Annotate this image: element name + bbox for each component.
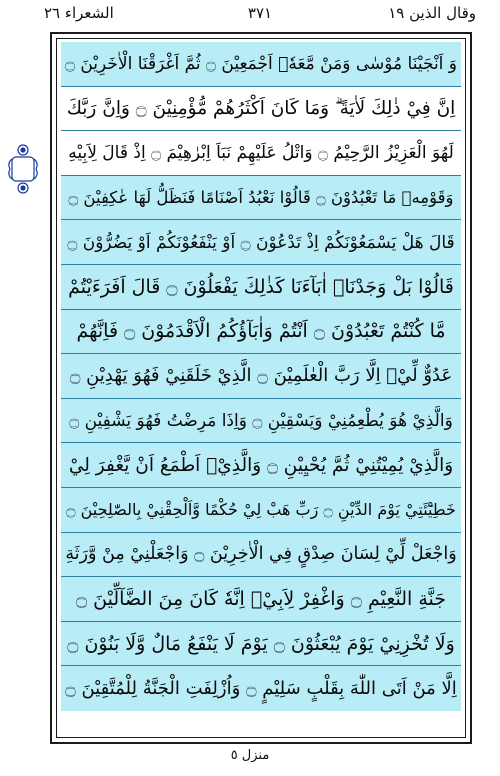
verse-line-2: اِنَّ فِيْ ذٰلِكَ لَاٰيَةً ۗ وَمَا كَانَ اَكْثَرُهُمْ مُّؤْمِنِيْنَ ۝ وَاِنَّ رَبَّكَ <box>61 87 461 132</box>
verse-line-14: وَلَا تُخْزِنِيْ يَوْمَ يُبْعَثُوْنَ ۝ يَوْمَ لَا يَنْفَعُ مَالٌ وَّلَا بَنُوْنَ ۝ <box>61 622 461 667</box>
verse-line-5: قَالَ هَلْ يَسْمَعُوْنَكُمْ اِذْ تَدْعُوْنَ ۝ اَوْ يَنْفَعُوْنَكُمْ اَوْ يَضُرُّوْنَ ۝ <box>61 220 461 265</box>
verse-line-15: اِلَّا مَنْ اَتَى اللّٰهَ بِقَلْبٍ سَلِيْمٍ ۝ وَاُزْلِفَتِ الْجَنَّةُ لِلْمُتَّقِيْنَ ۝ <box>61 666 461 711</box>
ruku-marker <box>6 140 40 198</box>
ruku-ornament-icon <box>6 140 40 198</box>
verse-line-12: وَاجْعَلْ لِّيْ لِسَانَ صِدْقٍ فِي الْاٰخِرِيْنَ ۝ وَاجْعَلْنِيْ مِنْ وَّرَثَةِ <box>61 533 461 578</box>
verse-line-4: وَقَوْمِهٖ مَا تَعْبُدُوْنَ ۝ قَالُوْا نَعْبُدُ اَصْنَامًا فَنَظَلُّ لَهَا عٰكِفِيْنَ ۝ <box>61 176 461 221</box>
verse-line-8: عَدُوٌّ لِّيْۤ اِلَّا رَبَّ الْعٰلَمِيْنَ ۝ الَّذِيْ خَلَقَنِيْ فَهُوَ يَهْدِيْنِ ۝ <box>61 354 461 399</box>
verse-line-9: وَالَّذِيْ هُوَ يُطْعِمُنِيْ وَيَسْقِيْنِ ۝ وَاِذَا مَرِضْتُ فَهُوَ يَشْفِيْنِ ۝ <box>61 399 461 444</box>
juz-title: وقال الذين ١٩ <box>388 4 476 22</box>
verse-line-7: مَّا كُنْتُمْ تَعْبُدُوْنَ ۝ اَنْتُمْ وَاٰبَآؤُكُمُ الْاَقْدَمُوْنَ ۝ فَاِنَّهُمْ <box>61 310 461 355</box>
verse-line-3: لَهُوَ الْعَزِيْزُ الرَّحِيْمُ ۝ وَاتْلُ عَلَيْهِمْ نَبَاَ اِبْرٰهِيْمَ ۝ اِذْ قَالَ لِاَبِيْهِ <box>61 131 461 176</box>
manzil-footer: منزل ٥ <box>230 748 270 763</box>
verse-line-11: خَطِيْٓئَتِيْ يَوْمَ الدِّيْنِ ۝ رَبِّ هَبْ لِيْ حُكْمًا وَّاَلْحِقْنِيْ بِالصّٰلِحِيْنَ ۝ <box>61 488 461 533</box>
verse-line-6: قَالُوْا بَلْ وَجَدْنَاۤ اٰبَآءَنَا كَذٰلِكَ يَفْعَلُوْنَ ۝ قَالَ اَفَرَءَيْتُمْ <box>61 265 461 310</box>
verse-lines <box>61 42 461 711</box>
page-number: ٣٧١ <box>247 4 273 22</box>
text-frame <box>50 32 472 744</box>
surah-title: الشعراء ٢٦ <box>44 4 114 22</box>
verse-line-10: وَالَّذِيْ يُمِيْتُنِيْ ثُمَّ يُحْيِيْنِ ۝ وَالَّذِيْۤ اَطْمَعُ اَنْ يَّغْفِرَ لِيْ <box>61 443 461 488</box>
page-header <box>44 2 476 26</box>
verse-line-13: جَنَّةِ النَّعِيْمِ ۝ وَاغْفِرْ لِاَبِيْۤ اِنَّهٗ كَانَ مِنَ الضَّآلِّيْنَ ۝ <box>61 577 461 622</box>
verse-line-1: وَ اَنْجَيْنَا مُوْسٰى وَمَنْ مَّعَهٗۤ اَجْمَعِيْنَ ۝ ثُمَّ اَغْرَقْنَا الْاٰخَرِيْنَ ۝ <box>61 42 461 87</box>
